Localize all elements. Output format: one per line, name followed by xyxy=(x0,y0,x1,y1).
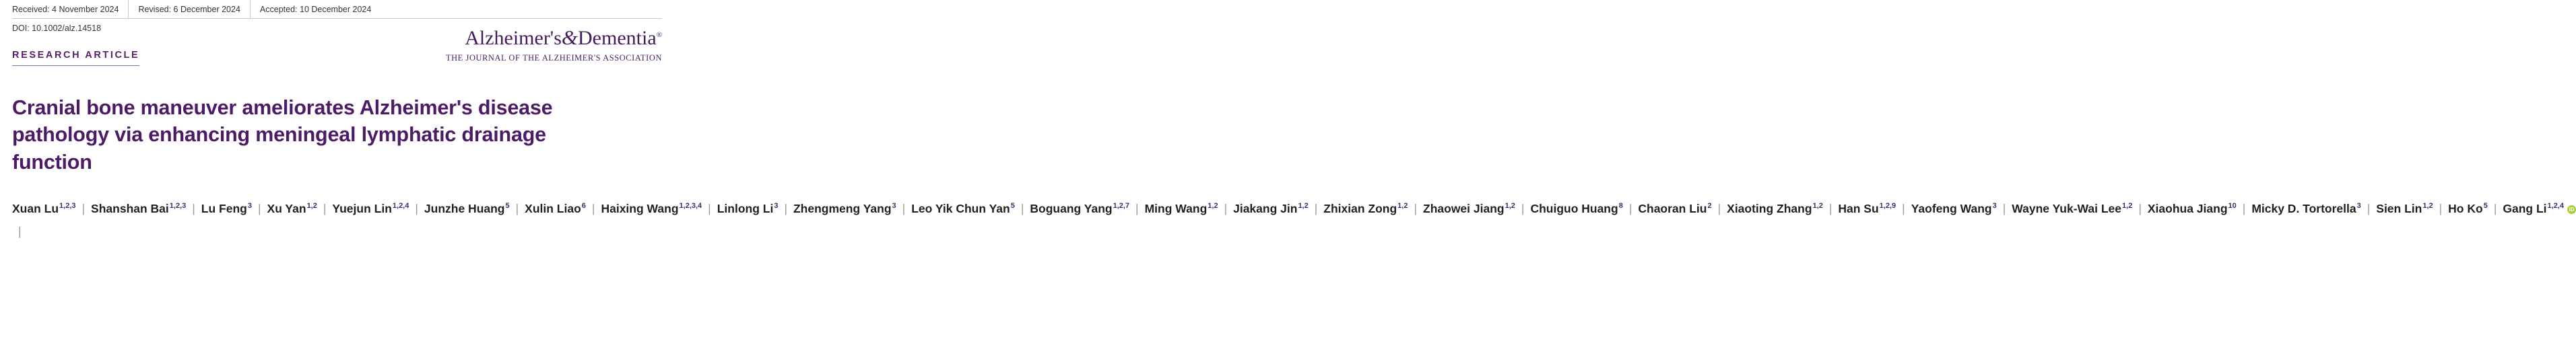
author-label: Chuiguo Huang xyxy=(1530,201,1618,215)
registered-mark: ® xyxy=(656,31,662,39)
author-label: Lu Feng xyxy=(201,201,247,215)
author-name[interactable] xyxy=(1838,202,1896,215)
author-separator: | xyxy=(415,201,418,215)
author-label: Sien Lin xyxy=(2376,201,2422,215)
author-label: Xuan Lu xyxy=(12,201,59,215)
orcid-icon[interactable] xyxy=(2567,205,2576,214)
author-label: Wayne Yuk-Wai Lee xyxy=(2012,201,2122,215)
author-name[interactable] xyxy=(601,202,702,215)
author-label: Linlong Li xyxy=(717,201,774,215)
author-separator: | xyxy=(1135,201,1139,215)
author-separator: | xyxy=(1224,201,1228,215)
author-separator: | xyxy=(591,201,595,215)
history-accepted: Accepted: 10 December 2024 xyxy=(250,0,381,18)
author-label: Ming Wang xyxy=(1144,201,1208,215)
page-title: Cranial bone maneuver ameliorates Alzheimer's disease pathology via enhancing meningeal lymphatic drainage function xyxy=(12,96,553,174)
author-affiliation-marker: 5 xyxy=(1010,201,1015,210)
author-affiliation-marker: 6 xyxy=(581,201,586,210)
author-affiliation-marker: 1,2 xyxy=(2122,201,2133,210)
author-separator: | xyxy=(1902,201,1905,215)
author-affiliation-marker: 1,2 xyxy=(1505,201,1515,210)
author-separator: | xyxy=(2367,201,2371,215)
author-affiliation-marker: 10 xyxy=(2228,201,2237,210)
author-affiliation-marker: 5 xyxy=(2483,201,2488,210)
author-label: Zhengmeng Yang xyxy=(793,201,892,215)
author-label: Xu Yan xyxy=(267,201,306,215)
author-affiliation-marker: 3 xyxy=(774,201,779,210)
author-label: Jiakang Jin xyxy=(1233,201,1298,215)
author-label: Xulin Liao xyxy=(525,201,581,215)
author-affiliation-marker: 1,2,3 xyxy=(59,201,76,210)
author-affiliation-marker: 1,2 xyxy=(1812,201,1823,210)
journal-name-part2: Dementia xyxy=(578,27,657,49)
author-separator: | xyxy=(708,201,711,215)
author-name[interactable] xyxy=(1911,202,1997,215)
author-separator: | xyxy=(257,201,261,215)
author-affiliation-marker: 1,2,3,4 xyxy=(679,201,702,210)
author-affiliation-marker: 3 xyxy=(892,201,896,210)
author-separator: | xyxy=(1414,201,1418,215)
author-separator: | xyxy=(2493,201,2497,215)
author-name[interactable] xyxy=(1233,202,1309,215)
author-list xyxy=(12,198,2564,244)
author-label: Haixing Wang xyxy=(601,201,679,215)
author-name[interactable] xyxy=(332,202,409,215)
author-separator: | xyxy=(1521,201,1525,215)
author-separator: | xyxy=(2138,201,2142,215)
author-separator: | xyxy=(192,201,195,215)
author-affiliation-marker: 1,2 xyxy=(1208,201,1218,210)
author-affiliation-marker: 1,2 xyxy=(306,201,317,210)
author-label: Han Su xyxy=(1838,201,1879,215)
author-separator: | xyxy=(1020,201,1024,215)
author-label: Leo Yik Chun Yan xyxy=(911,201,1010,215)
author-label: Ho Ko xyxy=(2448,201,2483,215)
doi-line[interactable]: DOI: 10.1002/alz.14518 xyxy=(12,24,102,33)
author-name[interactable] xyxy=(91,202,186,215)
author-name[interactable] xyxy=(1030,202,1129,215)
author-affiliation-marker: 8 xyxy=(1618,201,1623,210)
author-separator: | xyxy=(515,201,519,215)
author-name[interactable] xyxy=(1638,202,1711,215)
author-label: Xiaohua Jiang xyxy=(2147,201,2228,215)
author-affiliation-marker: 1,2,3 xyxy=(169,201,187,210)
author-name[interactable] xyxy=(1323,202,1408,215)
author-label: Junzhe Huang xyxy=(424,201,505,215)
author-name[interactable] xyxy=(2376,202,2433,215)
author-name[interactable] xyxy=(1727,202,1823,215)
author-separator: | xyxy=(18,224,22,238)
author-name[interactable] xyxy=(424,202,510,215)
author-affiliation-marker: 1,2 xyxy=(2422,201,2433,210)
journal-subtitle: THE JOURNAL OF THE ALZHEIMER'S ASSOCIATION xyxy=(445,53,662,63)
author-affiliation-marker: 1,2 xyxy=(1298,201,1309,210)
author-label: Micky D. Tortorella xyxy=(2251,201,2356,215)
author-name[interactable] xyxy=(2503,202,2576,215)
author-label: Yaofeng Wang xyxy=(1911,201,1992,215)
publication-history-bar xyxy=(12,0,662,19)
author-affiliation-marker: 3 xyxy=(2356,201,2361,210)
author-separator: | xyxy=(1628,201,1632,215)
author-separator: | xyxy=(323,201,327,215)
author-name[interactable] xyxy=(525,202,586,215)
author-affiliation-marker: 1,2,9 xyxy=(1879,201,1896,210)
journal-logo xyxy=(446,27,662,63)
author-separator: | xyxy=(81,201,86,215)
author-name[interactable] xyxy=(1530,202,1622,215)
author-name[interactable] xyxy=(2148,202,2237,215)
author-label: Yuejun Lin xyxy=(332,201,392,215)
author-separator: | xyxy=(1828,201,1832,215)
author-separator: | xyxy=(2439,201,2443,215)
author-affiliation-marker: 3 xyxy=(1992,201,1997,210)
author-name[interactable] xyxy=(1145,202,1218,215)
author-separator: | xyxy=(2242,201,2246,215)
author-name[interactable] xyxy=(2012,202,2132,215)
history-received: Received: 4 November 2024 xyxy=(12,4,119,14)
journal-title xyxy=(446,27,662,48)
author-name[interactable] xyxy=(201,202,252,215)
author-affiliation-marker: 2 xyxy=(1707,201,1712,210)
journal-name-part1: Alzheimer's xyxy=(465,27,562,49)
article-type-label: RESEARCH ARTICLE xyxy=(12,50,139,66)
author-label: Chaoran Liu xyxy=(1638,201,1707,215)
author-separator: | xyxy=(1717,201,1721,215)
author-separator: | xyxy=(1314,201,1318,215)
author-label: Gang Li xyxy=(2503,201,2547,215)
author-affiliation-marker: 5 xyxy=(505,201,510,210)
author-label: Zhaowei Jiang xyxy=(1423,201,1505,215)
author-name[interactable] xyxy=(1423,202,1515,215)
author-affiliation-marker: 1,2,4 xyxy=(392,201,409,210)
author-affiliation-marker: 1,2,4 xyxy=(2547,201,2564,210)
author-affiliation-marker: 3 xyxy=(247,201,252,210)
author-affiliation-marker: 1,2,7 xyxy=(1113,201,1130,210)
author-affiliation-marker: 1,2 xyxy=(1397,201,1408,210)
author-label: Xiaoting Zhang xyxy=(1727,201,1812,215)
author-name[interactable] xyxy=(2448,202,2488,215)
author-name[interactable] xyxy=(267,202,317,215)
author-separator: | xyxy=(784,201,787,215)
author-name[interactable] xyxy=(911,202,1015,215)
author-name[interactable] xyxy=(12,202,76,215)
history-revised: Revised: 6 December 2024 xyxy=(128,0,249,18)
author-label: Shanshan Bai xyxy=(91,201,169,215)
author-name[interactable] xyxy=(793,202,896,215)
journal-ampersand: & xyxy=(561,26,579,49)
author-name[interactable] xyxy=(717,202,779,215)
author-separator: | xyxy=(2002,201,2006,215)
author-name[interactable] xyxy=(2251,202,2360,215)
author-separator: | xyxy=(902,201,906,215)
author-label: Zhixian Zong xyxy=(1323,201,1397,215)
author-label: Boguang Yang xyxy=(1030,201,1113,215)
